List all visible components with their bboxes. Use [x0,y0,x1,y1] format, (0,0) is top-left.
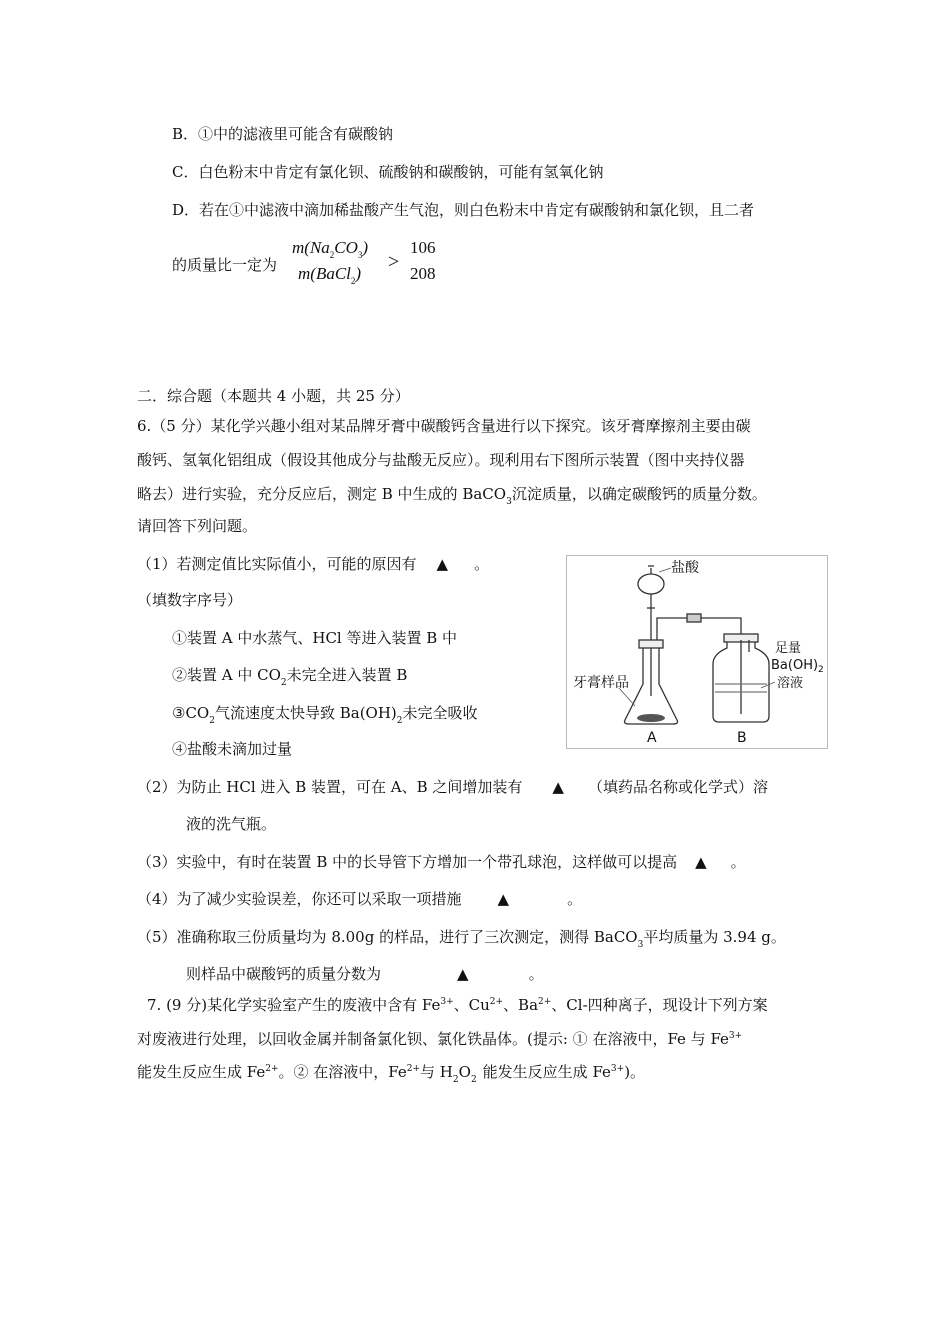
q6-part-5: （5）准确称取三份质量均为 8.00g 的样品，进行了三次测定，测得 BaCO$_3$平均质量为 3.94 g。 [137,928,786,950]
ratio-numerator: $m(Na_2CO_3)$ [292,238,369,260]
q6-part-5-cont: 则样品中碳酸钙的质量分数为 ▲ 。 [186,965,544,983]
label-b: B [737,730,747,746]
ratio-value-bottom: 208 [410,264,436,283]
q6-intro-3: 略去）进行实验，充分反应后，测定 B 中生成的 BaCO$_3$沉淀质量，以确定碳酸钙的质量分数。 [137,485,767,507]
label-a: A [647,730,657,746]
ratio-denominator: m(BaCl$_2$) [298,264,362,286]
option-b: B．①中的滤液里可能含有碳酸钠 [172,125,394,143]
option-d: D．若在①中滤液中滴加稀盐酸产生气泡，则白色粉末中肯定有碳酸钠和氯化钡，且二者 [172,201,755,219]
apparatus-diagram [567,556,827,748]
q6-option-2: ②装置 A 中 $CO_2$未完全进入装置 B [172,666,408,688]
ratio-prefix: 的质量比一定为 [172,256,278,274]
q6-part-4: （4）为了减少实验误差，你还可以采取一项措施 ▲ 。 [137,890,583,908]
q6-option-4: ④盐酸未滴加过量 [172,740,293,758]
q6-intro-1: 6.（5 分）某化学兴趣小组对某品牌牙膏中碳酸钙含量进行以下探究。该牙膏摩擦剂主要由碳 [137,417,751,435]
separatory-funnel [638,574,664,594]
option-c: C．白色粉末中肯定有氯化钡、硫酸钠和碳酸钠，可能有氢氧化钠 [172,163,604,181]
q6-option-3: $③CO_2$气流速度太快导致 $Ba(OH)_2$未完全吸收 [172,704,478,726]
q6-option-1: ①装置 A 中水蒸气、HCl 等进入装置 B 中 [172,629,458,647]
q6-intro-2: 酸钙、氢氧化铝组成（假设其他成分与盐酸无反应）。现利用右下图所示装置（图中夹持仪器 [137,451,745,469]
label-sample: 牙膏样品 [573,675,629,691]
ratio-value-top: 106 [410,238,436,257]
apparatus-figure [566,555,828,749]
greater-than: > [388,251,400,273]
q6-part-3: （3）实验中，有时在装置 B 中的长导管下方增加一个带孔球泡，这样做可以提高 ▲ 。 [137,853,746,871]
label-hcl: 盐酸 [671,560,699,576]
q6-part-2: （2）为防止 HCl 进入 B 装置，可在 A、B 之间增加装有 ▲ （填药品名称或化学式）溶 [137,778,768,796]
q7-line-1: 7. (9 分)某化学实验室产生的废液中含有 $Fe^{3+}$、$Cu^{2+}$、$Ba^{2+}$、Cl-四种离子，现设计下列方案 [147,996,768,1014]
q7-line-2: 对废液进行处理，以回收金属并制备氯化钡、氯化铁晶体。(提示: ① 在溶液中，Fe 与 $Fe^{3+}$ [137,1030,743,1048]
label-baoh2: $Ba(OH)_2$ [771,658,824,675]
section-title: 二．综合题（本题共 4 小题，共 25 分） [137,387,410,405]
q6-part-1-hint: （填数字序号） [137,591,243,609]
label-solution: 溶液 [777,676,804,691]
q6-intro-4: 请回答下列问题。 [137,517,258,535]
q6-part-2-cont: 液的洗气瓶。 [186,815,277,833]
label-excess: 足量 [775,641,802,656]
toothpaste-sample [637,714,665,722]
q6-part-1: （1）若测定值比实际值小，可能的原因有 ▲ 。 [137,555,490,573]
q7-line-3: 能发生反应生成 $Fe^{2+}$。② 在溶液中，$Fe^{2+}$与 $H_2O_2$ 能发生反应生成 $Fe^{3+}$)。 [137,1063,646,1085]
